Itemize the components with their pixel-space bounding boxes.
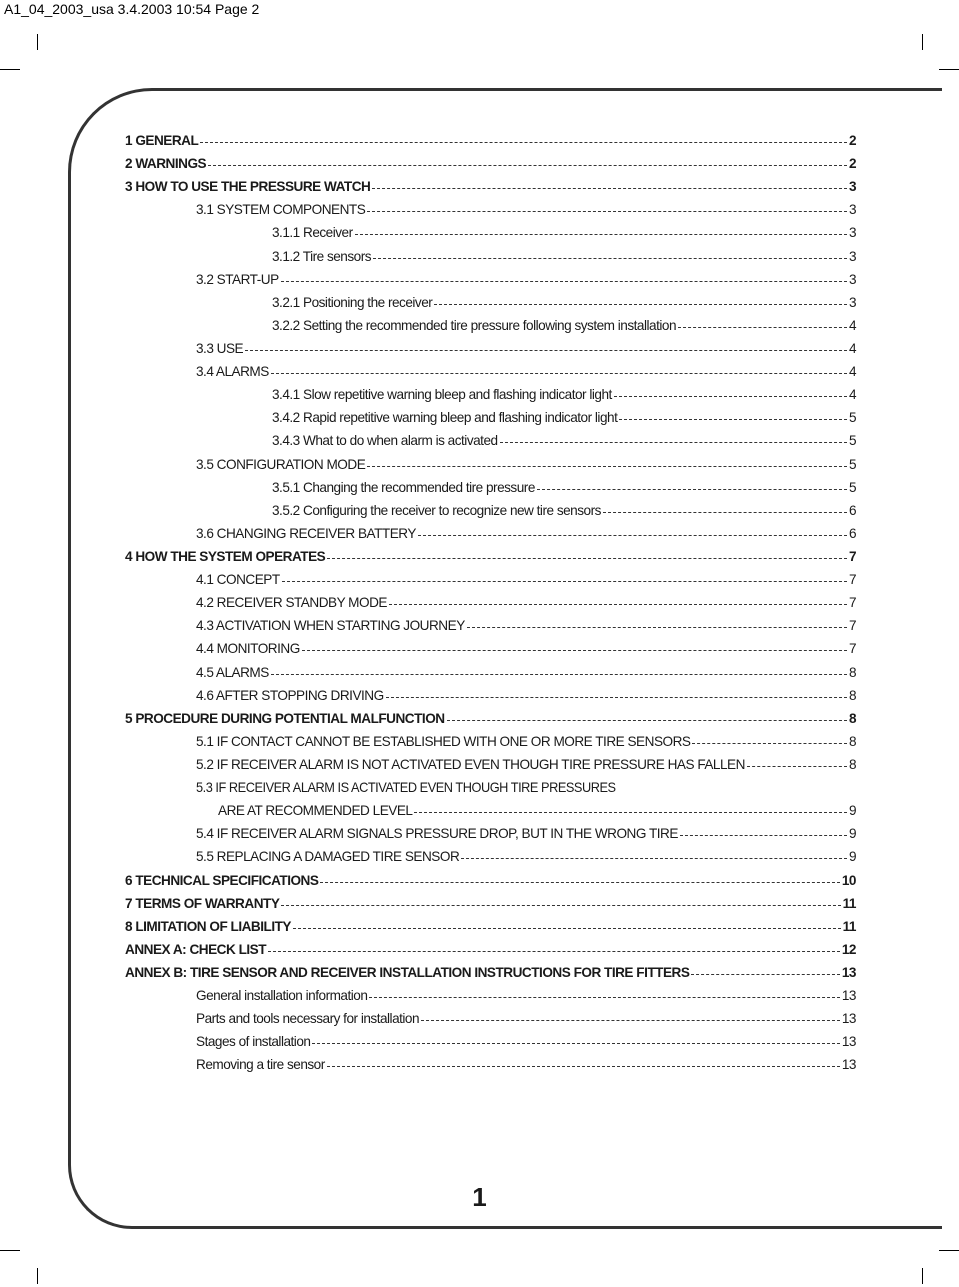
toc-entry[interactable] <box>125 849 856 872</box>
toc-leader-line <box>421 1020 840 1021</box>
toc-entry-title: 5.3 IF RECEIVER ALARM IS ACTIVATED EVEN THOUGH TIRE PRESSURES <box>196 780 616 796</box>
toc-entry-title: 4.5 ALARMS <box>196 664 269 680</box>
crop-mark <box>922 1268 923 1284</box>
toc-entry-page: 7 <box>848 595 856 611</box>
toc-entry[interactable] <box>125 549 856 572</box>
toc-entry-page: 3 <box>848 179 856 195</box>
toc-entry[interactable] <box>125 988 856 1011</box>
toc-entry-page: 5 <box>848 479 856 495</box>
toc-leader-line <box>537 489 847 490</box>
toc-leader-line <box>372 188 847 189</box>
toc-entry-page: 2 <box>848 133 856 148</box>
crop-mark <box>0 1250 20 1251</box>
toc-entry-page: 2 <box>848 156 856 172</box>
toc-entry[interactable] <box>125 387 856 410</box>
toc-leader-line <box>678 327 847 328</box>
toc-entry-title: 4.1 CONCEPT <box>196 572 280 588</box>
toc-entry-page: 4 <box>848 387 856 403</box>
toc-entry-title: 4.4 MONITORING <box>196 641 300 657</box>
toc-entry-title: 3.5 CONFIGURATION MODE <box>196 456 366 472</box>
toc-entry-title: ARE AT RECOMMENDED LEVEL <box>218 803 413 819</box>
toc-entry[interactable] <box>125 965 856 988</box>
toc-leader-line <box>327 558 847 559</box>
toc-entry-page: 11 <box>842 918 856 934</box>
toc-leader-line <box>414 812 846 813</box>
toc-entry[interactable] <box>125 457 856 480</box>
toc-entry-page: 6 <box>848 525 856 541</box>
toc-entry[interactable] <box>125 318 856 341</box>
toc-entry-title: 3.1.1 Receiver <box>272 225 353 241</box>
toc-entry-title: 5.1 IF CONTACT CANNOT BE ESTABLISHED WITH ONE OR MORE TIRE SENSORS <box>196 733 691 749</box>
toc-entry-page: 3 <box>848 225 856 241</box>
table-of-contents <box>125 133 856 1080</box>
toc-entry[interactable] <box>125 179 856 202</box>
toc-entry[interactable] <box>125 156 856 179</box>
toc-entry[interactable] <box>125 364 856 387</box>
toc-entry-title: 3.2.1 Positioning the receiver <box>272 294 433 310</box>
toc-entry-page: 13 <box>841 1011 856 1027</box>
crop-mark <box>37 34 38 50</box>
toc-entry[interactable] <box>125 873 856 896</box>
toc-entry[interactable] <box>125 734 856 757</box>
toc-entry-title: 8 LIMITATION OF LIABILITY <box>125 918 291 934</box>
toc-entry[interactable] <box>125 225 856 248</box>
toc-leader-line <box>245 350 847 351</box>
toc-entry-title: 5.2 IF RECEIVER ALARM IS NOT ACTIVATED EVEN THOUGH TIRE PRESSURE HAS FALLEN <box>196 756 745 772</box>
toc-entry[interactable] <box>125 133 856 156</box>
toc-entry[interactable] <box>125 803 856 826</box>
toc-entry-page: 8 <box>848 664 856 680</box>
toc-entry-page: 4 <box>848 317 856 333</box>
toc-entry-title: 3.4 ALARMS <box>196 364 269 380</box>
toc-entry-page: 13 <box>841 988 856 1004</box>
toc-leader-line <box>614 396 847 397</box>
toc-leader-line <box>200 142 847 143</box>
toc-leader-line <box>389 604 847 605</box>
toc-entry-title: 3.3 USE <box>196 340 244 356</box>
toc-entry-title: 3.4.3 What to do when alarm is activated <box>272 433 498 449</box>
toc-entry[interactable] <box>125 688 856 711</box>
toc-entry[interactable] <box>125 341 856 364</box>
toc-entry[interactable] <box>125 665 856 688</box>
toc-entry-title: 3.2.2 Setting the recommended tire pressure following system installation <box>272 317 677 333</box>
toc-entry[interactable] <box>125 711 856 734</box>
toc-entry-page: 11 <box>842 895 856 911</box>
toc-leader-line <box>271 674 847 675</box>
toc-entry-page: 10 <box>841 872 856 888</box>
page-number: 1 <box>472 1182 487 1212</box>
toc-leader-line <box>461 858 847 859</box>
crop-mark <box>0 69 20 70</box>
toc-entry-page: 13 <box>841 1034 856 1050</box>
toc-entry-page: 13 <box>841 964 856 980</box>
toc-leader-line <box>282 581 847 582</box>
crop-mark <box>37 1268 38 1284</box>
toc-entry[interactable] <box>125 1057 856 1080</box>
toc-entry-title: 3.1 SYSTEM COMPONENTS <box>196 202 366 218</box>
toc-leader-line <box>320 882 839 883</box>
toc-entry-page: 4 <box>848 340 856 356</box>
toc-leader-line <box>418 535 847 536</box>
toc-entry-page: 9 <box>848 849 856 865</box>
toc-entry-page: 4 <box>848 364 856 380</box>
toc-entry-page: 3 <box>848 271 856 287</box>
toc-leader-line <box>367 466 847 467</box>
toc-leader-line <box>603 512 847 513</box>
toc-entry[interactable] <box>125 942 856 965</box>
toc-entry-title: 5.5 REPLACING A DAMAGED TIRE SENSOR <box>196 849 460 865</box>
toc-entry[interactable] <box>125 896 856 919</box>
toc-leader-line <box>302 650 847 651</box>
toc-entry-page: 7 <box>848 641 856 657</box>
toc-entry-page: 5 <box>848 433 856 449</box>
toc-leader-line <box>293 928 841 929</box>
toc-leader-line <box>281 905 840 906</box>
toc-entry-title: Parts and tools necessary for installation <box>196 1011 420 1027</box>
toc-leader-line <box>680 835 847 836</box>
toc-entry[interactable] <box>125 410 856 433</box>
toc-leader-line <box>692 743 846 744</box>
toc-entry[interactable] <box>125 618 856 641</box>
toc-entry-title: General installation information <box>196 988 368 1004</box>
toc-entry-page: 5 <box>848 456 856 472</box>
toc-entry-page: 3 <box>848 202 856 218</box>
toc-leader-line <box>327 1066 840 1067</box>
toc-entry-page: 3 <box>848 294 856 310</box>
toc-entry[interactable] <box>125 572 856 595</box>
toc-leader-line <box>747 766 847 767</box>
toc-leader-line <box>367 211 847 212</box>
toc-entry-page: 9 <box>848 803 856 819</box>
toc-entry[interactable] <box>125 433 856 456</box>
print-slug-line: A1_04_2003_usa 3.4.2003 10:54 Page 2 <box>4 1 260 17</box>
toc-leader-line <box>208 165 847 166</box>
toc-entry-title: 3.4.2 Rapid repetitive warning bleep and flashing indicator light <box>272 410 618 426</box>
toc-entry[interactable] <box>125 202 856 225</box>
toc-entry-title: 4 HOW THE SYSTEM OPERATES <box>125 548 326 564</box>
crop-mark <box>939 1250 959 1251</box>
toc-leader-line <box>500 442 847 443</box>
toc-entry-page: 7 <box>848 548 856 564</box>
crop-mark <box>922 34 923 50</box>
toc-entry-title: 5.4 IF RECEIVER ALARM SIGNALS PRESSURE DROP, BUT IN THE WRONG TIRE <box>196 826 678 842</box>
toc-entry[interactable] <box>125 503 856 526</box>
toc-entry[interactable] <box>125 526 856 549</box>
toc-entry[interactable] <box>125 1011 856 1034</box>
toc-entry[interactable] <box>125 595 856 618</box>
toc-leader-line <box>619 419 847 420</box>
toc-entry[interactable] <box>125 295 856 318</box>
toc-leader-line <box>467 627 847 628</box>
toc-entry-title: 3.2 START-UP <box>196 271 279 287</box>
toc-entry-title: 3.5.1 Changing the recommended tire pressure <box>272 479 535 495</box>
toc-entry-page: 8 <box>848 733 856 749</box>
toc-leader-line <box>355 234 847 235</box>
toc-entry-page: 8 <box>848 687 856 703</box>
toc-leader-line <box>691 974 839 975</box>
toc-entry-title: ANNEX B: TIRE SENSOR AND RECEIVER INSTALLATION INSTRUCTIONS FOR TIRE FITTERS <box>125 964 690 980</box>
toc-entry-title: 7 TERMS OF WARRANTY <box>125 895 280 911</box>
toc-entry-title: 3.5.2 Configuring the receiver to recognize new tire sensors <box>272 502 601 518</box>
toc-entry-title: 4.3 ACTIVATION WHEN STARTING JOURNEY <box>196 618 465 634</box>
toc-entry-title: 3 HOW TO USE THE PRESSURE WATCH <box>125 179 371 195</box>
toc-entry-page: 9 <box>848 826 856 842</box>
toc-entry-page: 7 <box>848 618 856 634</box>
toc-entry[interactable] <box>125 249 856 272</box>
toc-entry-title: 3.4.1 Slow repetitive warning bleep and flashing indicator light <box>272 387 612 403</box>
toc-entry-page: 12 <box>841 941 856 957</box>
toc-entry-title: 2 WARNINGS <box>125 156 207 172</box>
toc-entry-page: 8 <box>848 756 856 772</box>
toc-entry-page: 7 <box>848 572 856 588</box>
toc-entry-title: 3.6 CHANGING RECEIVER BATTERY <box>196 525 416 541</box>
toc-entry-title: 6 TECHNICAL SPECIFICATIONS <box>125 872 319 888</box>
toc-entry[interactable] <box>125 272 856 295</box>
toc-entry[interactable] <box>125 480 856 503</box>
toc-leader-line <box>312 1043 839 1044</box>
toc-entry[interactable] <box>125 641 856 664</box>
toc-leader-line <box>386 697 847 698</box>
toc-leader-line <box>281 281 847 282</box>
toc-entry-page: 8 <box>848 710 856 726</box>
toc-entry-page: 6 <box>848 502 856 518</box>
toc-entry-title: Stages of installation <box>196 1034 311 1050</box>
toc-entry-page: 3 <box>848 248 856 264</box>
toc-leader-line <box>447 720 847 721</box>
toc-entry-title: 1 GENERAL <box>125 133 199 148</box>
toc-leader-line <box>271 373 847 374</box>
toc-entry-title: 5 PROCEDURE DURING POTENTIAL MALFUNCTION <box>125 710 445 726</box>
toc-entry[interactable] <box>125 826 856 849</box>
crop-mark <box>939 69 959 70</box>
toc-entry-title: Removing a tire sensor <box>196 1057 325 1073</box>
toc-entry-title: ANNEX A: CHECK LIST <box>125 941 267 957</box>
toc-leader-line <box>369 997 839 998</box>
toc-leader-line <box>268 951 840 952</box>
toc-entry-title: 4.6 AFTER STOPPING DRIVING <box>196 687 384 703</box>
toc-entry-title: 4.2 RECEIVER STANDBY MODE <box>196 595 387 611</box>
toc-leader-line <box>373 258 847 259</box>
toc-entry-title: 3.1.2 Tire sensors <box>272 248 372 264</box>
toc-entry[interactable] <box>125 1034 856 1057</box>
toc-entry[interactable] <box>125 780 856 803</box>
toc-entry[interactable] <box>125 757 856 780</box>
toc-entry-page: 5 <box>848 410 856 426</box>
toc-leader-line <box>434 304 847 305</box>
toc-entry[interactable] <box>125 919 856 942</box>
toc-entry-page: 13 <box>841 1057 856 1073</box>
